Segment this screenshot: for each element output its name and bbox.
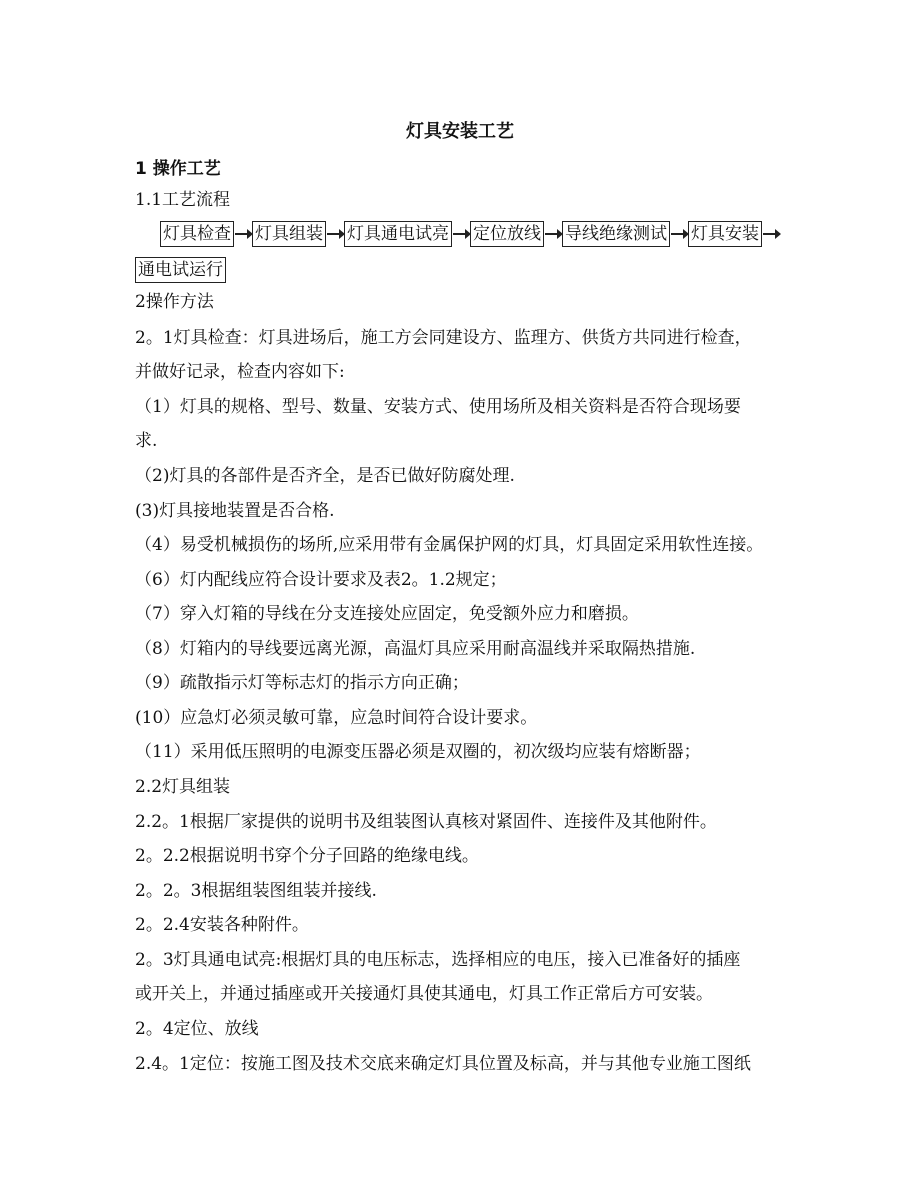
flow-step-box: 灯具通电试亮 <box>344 221 452 247</box>
list-item: （1）灯具的规格、型号、数量、安装方式、使用场所及相关资料是否符合现场要 <box>135 397 741 417</box>
flow-step-box: 导线绝缘测试 <box>562 221 670 247</box>
arrow-right-icon <box>235 233 251 235</box>
list-item: （9）疏散指示灯等标志灯的指示方向正确； <box>135 673 469 693</box>
section-heading-2: 2操作方法 <box>135 292 214 312</box>
paragraph-line: 或开关上，并通过插座或开关接通灯具使其通电，灯具工作正常后方可安装。 <box>135 984 713 1004</box>
flow-step-box: 灯具检查 <box>160 221 234 247</box>
paragraph-line: 2.2。1根据厂家提供的说明书及组装图认真核对紧固件、连接件及其他附件。 <box>135 812 717 832</box>
list-item: （6）灯内配线应符合设计要求及表2。1.2规定； <box>135 570 507 590</box>
arrow-right-icon <box>545 233 561 235</box>
process-flow-row-1 <box>160 220 780 248</box>
arrow-right-icon <box>327 233 343 235</box>
paragraph-line: 2.4。1定位：按施工图及技术交底来确定灯具位置及标高，并与其他专业施工图纸 <box>135 1054 751 1074</box>
arrow-right-icon <box>763 233 779 235</box>
paragraph-line: 并做好记录，检查内容如下: <box>135 362 345 382</box>
flow-step-box: 灯具安装 <box>688 221 762 247</box>
subsection-heading: 2.2灯具组装 <box>135 777 231 797</box>
list-item: （7）穿入灯箱的导线在分支连接处应固定，免受额外应力和磨损。 <box>135 604 639 624</box>
paragraph-line: 2。3灯具通电试亮:根据灯具的电压标志，选择相应的电压，接入已准备好的插座 <box>135 950 741 970</box>
arrow-right-icon <box>671 233 687 235</box>
paragraph-line: 2。2。3根据组装图组装并接线. <box>135 881 377 901</box>
paragraph-line: 2。1灯具检查：灯具进场后，施工方会同建设方、监理方、供货方共同进行检查， <box>135 328 752 348</box>
list-item: （4）易受机械损伤的场所,应采用带有金属保护网的灯具，灯具固定采用软性连接。 <box>135 535 764 555</box>
document-title: 灯具安装工艺 <box>406 121 514 142</box>
paragraph-line: 2。2.4安装各种附件。 <box>135 915 309 935</box>
arrow-right-icon <box>453 233 469 235</box>
paragraph-line: 2。2.2根据说明书穿个分子回路的绝缘电线。 <box>135 846 479 866</box>
list-item: (10）应急灯必须灵敏可靠，应急时间符合设计要求。 <box>135 708 538 728</box>
subsection-heading: 2。4定位、放线 <box>135 1019 259 1039</box>
process-flow-row-2 <box>135 256 226 284</box>
flow-step-box: 灯具组装 <box>252 221 326 247</box>
list-item: （11）采用低压照明的电源变压器必须是双圈的，初次级均应装有熔断器； <box>135 742 701 762</box>
list-item: （8）灯箱内的导线要远离光源，高温灯具应采用耐高温线并采取隔热措施. <box>135 639 696 659</box>
flow-step-box: 定位放线 <box>470 221 544 247</box>
list-item: 求. <box>135 431 158 451</box>
subsection-heading-1-1: 1.1工艺流程 <box>135 190 231 210</box>
list-item: （2)灯具的各部件是否齐全，是否已做好防腐处理. <box>135 466 515 486</box>
list-item: (3)灯具接地装置是否合格. <box>135 501 335 521</box>
section-heading-1: 1 操作工艺 <box>135 159 221 179</box>
flow-step-box: 通电试运行 <box>135 257 226 283</box>
